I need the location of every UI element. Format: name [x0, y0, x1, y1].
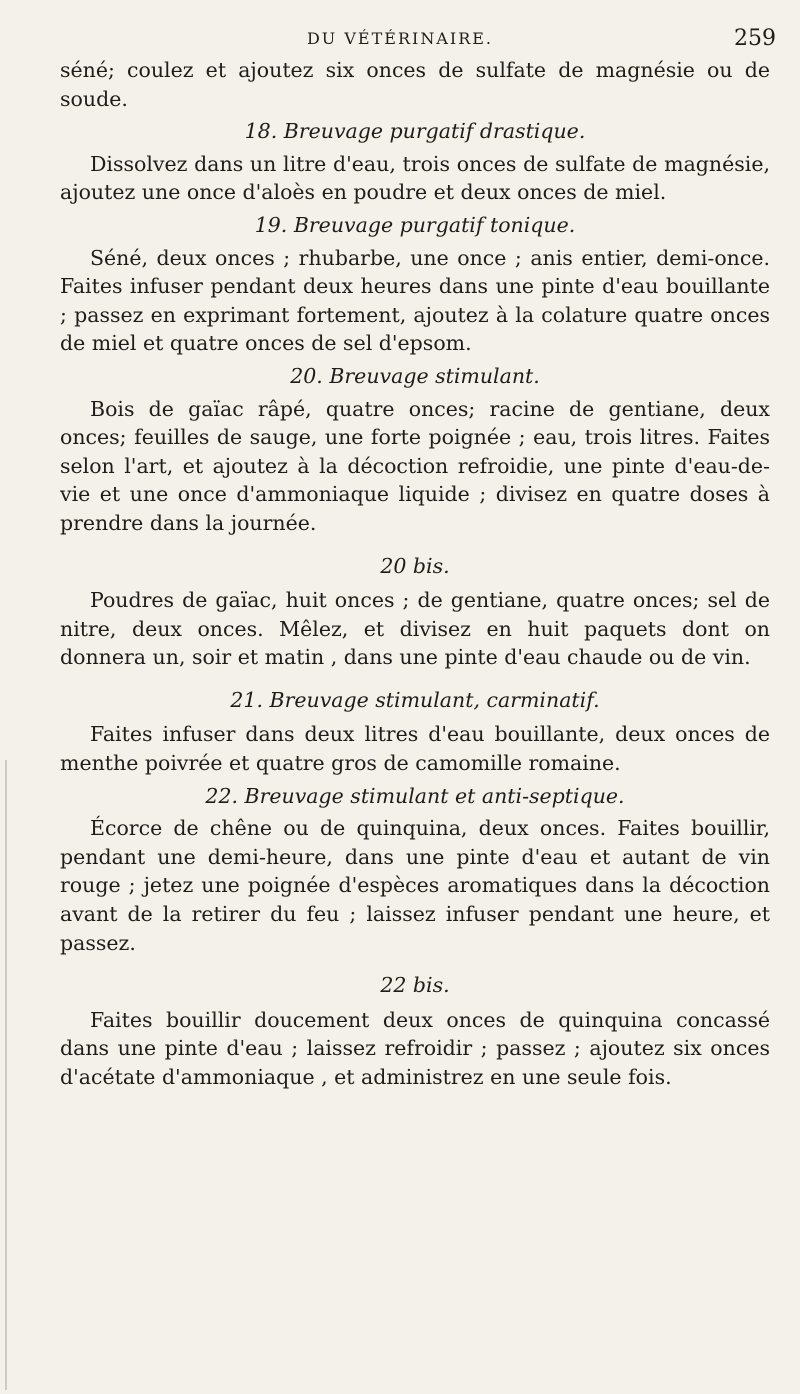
recipe-heading: 21. Breuvage stimulant, carminatif.: [230, 687, 600, 712]
recipe-heading: 20. Breuvage stimulant.: [290, 363, 540, 388]
page-header: [0, 20, 800, 54]
running-head: DU VÉTÉRINAIRE.: [306, 29, 494, 48]
page-number: 259: [734, 26, 776, 51]
recipe-heading: 18. Breuvage purgatif drastique.: [244, 119, 586, 144]
text-paragraph: Bois de gaïac râpé, quatre onces; racine de gentiane, deux onces; feuilles de sauge, une forte poignée ; eau, trois litres. Faites selon l'art, et ajoutez à la décoction refroidie, une pinte d'eau-de-vie et une once d'ammoniaque liquide ; divisez en quatre doses à prendre dans la journée.: [60, 396, 770, 535]
recipe-heading: 22. Breuvage stimulant et anti-septique.: [205, 783, 625, 808]
text-paragraph: Faites infuser dans deux litres d'eau bouillante, deux onces de menthe poivrée et quatre gros de camomille romaine.: [60, 722, 770, 776]
text-paragraph: Dissolvez dans un litre d'eau, trois onces de sulfate de magnésie, ajoutez une once d'aloès en poudre et deux onces de miel.: [60, 151, 770, 205]
page-body: [60, 56, 770, 1092]
text-paragraph: séné; coulez et ajoutez six onces de sulfate de magnésie ou de soude.: [60, 58, 770, 111]
text-paragraph: Faites bouillir doucement deux onces de quinquina concassé dans une pinte d'eau ; laissez refroidir ; passez ; ajoutez six onces d'acétate d'ammoniaque , et administrez en une seule fois.: [60, 1007, 770, 1089]
recipe-heading: 22 bis.: [380, 973, 450, 998]
recipe-heading: 19. Breuvage purgatif tonique.: [254, 212, 576, 237]
text-paragraph: Poudres de gaïac, huit onces ; de gentiane, quatre onces; sel de nitre, deux onces. Mêlez, et divisez en huit paquets dont on donnera un, soir et matin , dans une pinte d'eau chaude ou de vin.: [60, 588, 770, 670]
text-paragraph: Séné, deux onces ; rhubarbe, une once ; anis entier, demi-once. Faites infuser pendant deux heures dans une pinte d'eau bouillante ; passez en exprimant fortement, ajoutez à la colature quatre onces de miel et quatre onces de sel d'epsom.: [60, 245, 770, 356]
text-paragraph: Écorce de chêne ou de quinquina, deux onces. Faites bouillir, pendant une demi-heure, dans une pinte d'eau et autant de vin rouge ; jetez une poignée d'espèces aromatiques dans la décoction avant de la retirer du feu ; laissez infuser pendant une heure, et passez.: [60, 816, 770, 955]
recipe-heading: 20 bis.: [380, 553, 450, 578]
margin-shadow-line: [5, 760, 7, 1390]
